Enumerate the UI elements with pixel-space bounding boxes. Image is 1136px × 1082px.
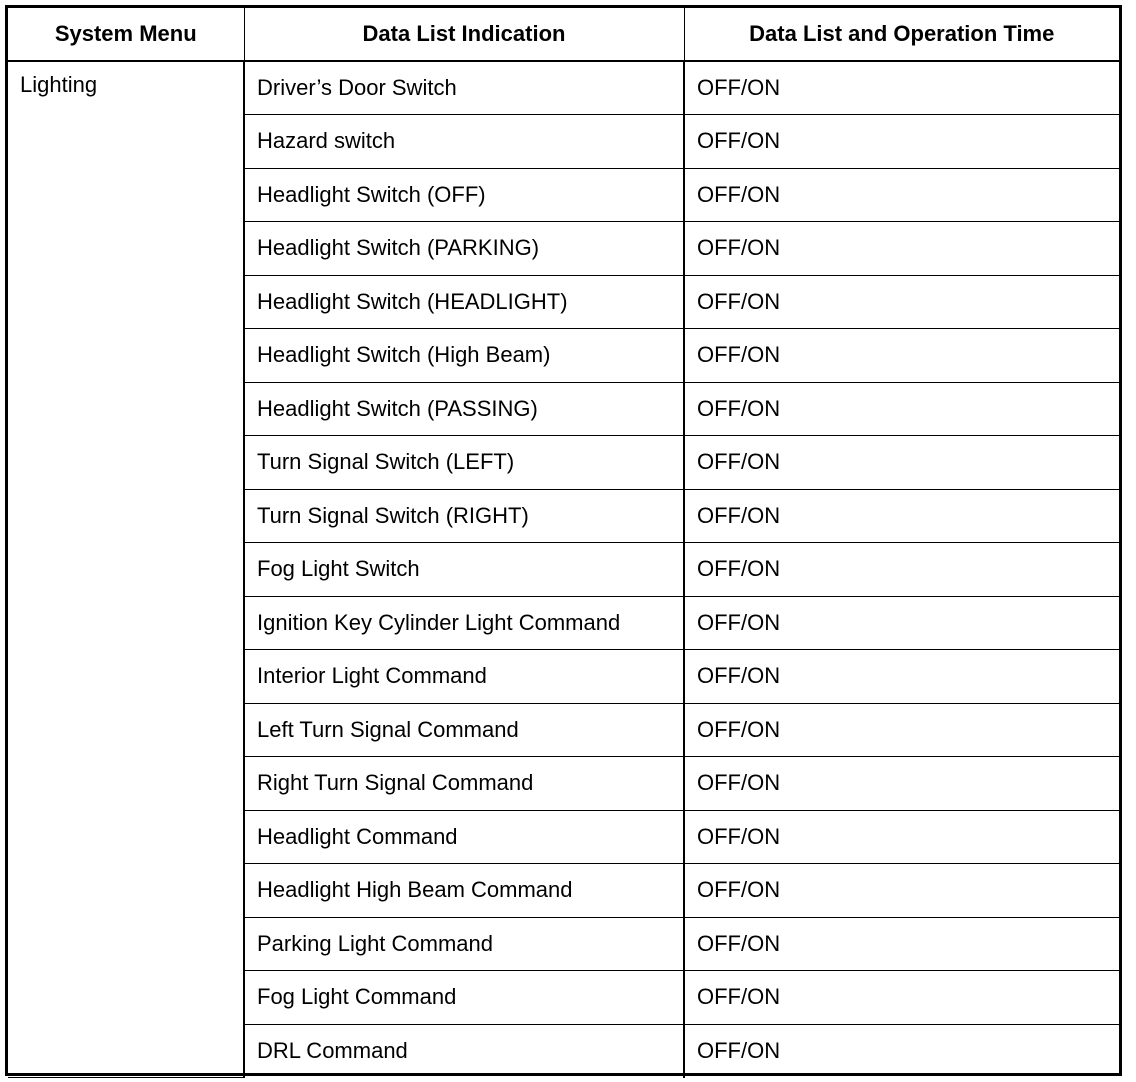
operation-value-cell: OFF/ON [684, 275, 1119, 329]
operation-value-cell: OFF/ON [684, 971, 1119, 1025]
operation-value-cell: OFF/ON [684, 329, 1119, 383]
indication-cell: Headlight High Beam Command [244, 864, 684, 918]
operation-value-cell: OFF/ON [684, 168, 1119, 222]
indication-cell: Headlight Switch (PARKING) [244, 222, 684, 276]
data-list-table-frame [5, 5, 1122, 1076]
indication-cell: Interior Light Command [244, 650, 684, 704]
indication-cell: Hazard switch [244, 115, 684, 169]
operation-value-cell: OFF/ON [684, 864, 1119, 918]
operation-value-cell: OFF/ON [684, 810, 1119, 864]
header-data-list-indication: Data List Indication [244, 8, 684, 61]
operation-value-cell: OFF/ON [684, 757, 1119, 811]
operation-value-cell: OFF/ON [684, 436, 1119, 490]
header-system-menu: System Menu [8, 8, 244, 61]
indication-cell: Fog Light Switch [244, 543, 684, 597]
operation-value-cell: OFF/ON [684, 596, 1119, 650]
operation-value-cell: OFF/ON [684, 917, 1119, 971]
indication-cell: Turn Signal Switch (RIGHT) [244, 489, 684, 543]
indication-cell: Headlight Switch (PASSING) [244, 382, 684, 436]
table-row [8, 61, 1119, 115]
indication-cell: DRL Command [244, 1024, 684, 1078]
operation-value-cell: OFF/ON [684, 543, 1119, 597]
header-operation-time: Data List and Operation Time [684, 8, 1119, 61]
indication-cell: Ignition Key Cylinder Light Command [244, 596, 684, 650]
operation-value-cell: OFF/ON [684, 489, 1119, 543]
data-list-table [8, 8, 1119, 1078]
operation-value-cell: OFF/ON [684, 703, 1119, 757]
header-row [8, 8, 1119, 61]
indication-cell: Headlight Command [244, 810, 684, 864]
indication-cell: Fog Light Command [244, 971, 684, 1025]
system-menu-cell: Lighting [8, 61, 244, 1078]
operation-value-cell: OFF/ON [684, 382, 1119, 436]
indication-cell: Headlight Switch (HEADLIGHT) [244, 275, 684, 329]
operation-value-cell: OFF/ON [684, 1024, 1119, 1078]
indication-cell: Driver’s Door Switch [244, 61, 684, 115]
indication-cell: Right Turn Signal Command [244, 757, 684, 811]
operation-value-cell: OFF/ON [684, 222, 1119, 276]
indication-cell: Left Turn Signal Command [244, 703, 684, 757]
indication-cell: Headlight Switch (High Beam) [244, 329, 684, 383]
table-body [8, 61, 1119, 1078]
operation-value-cell: OFF/ON [684, 61, 1119, 115]
indication-cell: Turn Signal Switch (LEFT) [244, 436, 684, 490]
indication-cell: Headlight Switch (OFF) [244, 168, 684, 222]
operation-value-cell: OFF/ON [684, 650, 1119, 704]
indication-cell: Parking Light Command [244, 917, 684, 971]
operation-value-cell: OFF/ON [684, 115, 1119, 169]
